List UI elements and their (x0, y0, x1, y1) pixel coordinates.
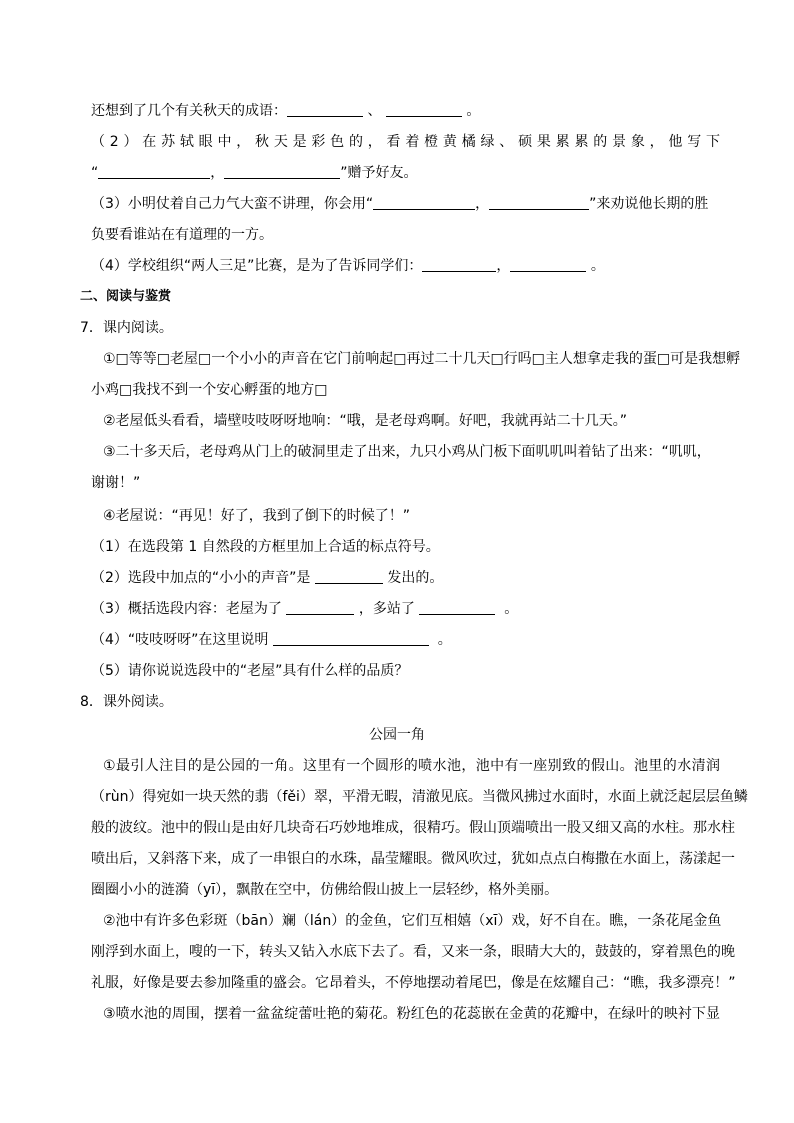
passage-line: 礼服，好像是要去参加隆重的盛会。它昂着头，不停地摆动着尾巴，像是在炫耀自己：“瞧，我多漂亮！” (91, 975, 736, 991)
q7-para1-line2: 小鸡□我找不到一个安心孵蛋的地方□ (91, 382, 328, 398)
q6-sub3-line1: （3）小明仗着自己力气大蛮不讲理，你会用“ ， ”来劝说他长期的胜 (91, 196, 709, 212)
answer-blank[interactable] (386, 102, 462, 117)
q6-sub2-line1: （2）在苏轼眼中，秋天是彩色的，看着橙黄橘绿、硕果累累的景象，他写下 (91, 134, 720, 150)
passage-line: 喷出后，又斜落下来，成了一串银白的水珠，晶莹耀眼。微风吹过，犹如点点白梅撒在水面上，荡漾起一 (91, 851, 735, 867)
answer-blank[interactable] (315, 569, 383, 584)
passage-line: ①最引人注目的是公园的一角。这里有一个圆形的喷水池，池中有一座别致的假山。池里的水清润 (103, 758, 720, 774)
passage-line: 刚浮到水面上，嗖的一下，转头又钻入水底下去了。看，又来一条，眼睛大大的，鼓鼓的，穿着黑色的晚 (91, 944, 735, 960)
q7-title: 7．课内阅读。 (80, 320, 173, 336)
q6-sub4: （4）学校组织“两人三足”比赛，是为了告诉同学们： ， 。 (91, 258, 605, 274)
passage-line: （rùn）得宛如一块天然的翡（fěi）翠，平滑无暇，清澈见底。当微风拂过水面时，水面上就泛起层层鱼鳞 (91, 789, 748, 805)
answer-blank[interactable] (510, 257, 586, 272)
q6-line1: 还想到了几个有关秋天的成语： 、 。 (91, 103, 481, 119)
q7-sub2: （2）选段中加点的“小小的声音”是 发出的。 (91, 570, 444, 586)
answer-blank[interactable] (422, 257, 496, 272)
answer-blank[interactable] (489, 195, 589, 210)
answer-blank[interactable] (224, 164, 340, 179)
q7-para1-line1: ①□等等□老屋□一个小小的声音在它门前响起□再过二十几天□行吗□主人想拿走我的蛋□可是我想孵 (103, 351, 741, 367)
answer-blank[interactable] (287, 102, 363, 117)
passage-line: ③喷水池的周围，摆着一盆盆绽蕾吐艳的菊花。粉红色的花蕊嵌在金黄的花瓣中，在绿叶的映衬下显 (103, 1006, 720, 1022)
passage-line: 般的波纹。池中的假山是由好几块奇石巧妙地堆成，很精巧。假山顶端喷出一股又细又高的水柱。那水柱 (91, 820, 735, 836)
q8-title: 8．课外阅读。 (80, 694, 173, 710)
answer-blank[interactable] (373, 195, 475, 210)
answer-blank[interactable] (273, 631, 429, 646)
passage-line: ②池中有许多色彩斑（bān）斓（lán）的金鱼，它们互相嬉（xī）戏，好不自在。瞧，一条花尾金鱼 (103, 913, 722, 929)
answer-blank[interactable] (286, 600, 354, 615)
q7-sub3: （3）概括选段内容：老屋为了 ，多站了 。 (91, 601, 519, 617)
passage-line: 圈圈小小的涟漪（yī），飘散在空中，仿佛给假山披上一层轻纱，格外美丽。 (91, 882, 559, 898)
answer-blank[interactable] (419, 600, 495, 615)
q7-sub1: （1）在选段第 1 自然段的方框里加上合适的标点符号。 (91, 539, 440, 555)
q7-sub4: （4）“吱吱呀呀”在这里说明 。 (91, 632, 452, 648)
q6-sub3-line2: 负要看谁站在有道理的一方。 (91, 227, 273, 243)
q7-para2: ②老屋低头看看，墙壁吱吱呀呀地响：“哦，是老母鸡啊。好吧，我就再站二十几天。” (103, 413, 628, 429)
q7-para3-line2: 谢谢！” (91, 475, 141, 491)
q6-sub2-line2: “ ， ”赠予好友。 (91, 165, 418, 181)
section-heading: 二、阅读与鉴赏 (80, 289, 172, 304)
q7-para4: ④老屋说：“再见！好了，我到了倒下的时候了！” (103, 508, 411, 524)
answer-blank[interactable] (98, 164, 210, 179)
q7-sub5: （5）请你说说选段中的“老屋”具有什么样的品质？ (91, 663, 409, 679)
passage-title: 公园一角 (369, 727, 425, 743)
q7-para3-line1: ③二十多天后，老母鸡从门上的破洞里走了出来，九只小鸡从门板下面叽叽叫着钻了出来：“叽叽， (103, 444, 711, 460)
